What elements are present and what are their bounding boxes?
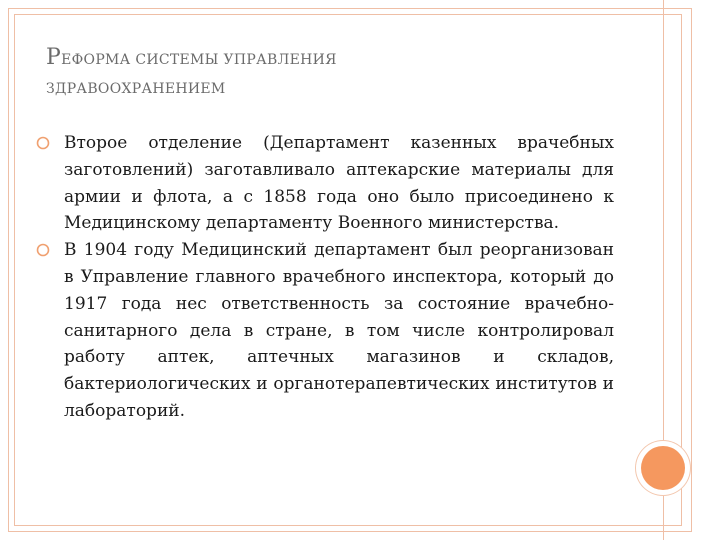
slide-content: [36, 130, 614, 425]
circle-bullet-icon: [36, 136, 50, 150]
slide-title: [46, 40, 566, 100]
bullet-text: В 1904 году Медицинский департамент был реорганизован в Управление главного врачебного инспектора, который до 1917 года нес ответственность за состояние врачебно-санитарного дела в стране, в том числе контролировал работу аптек, аптечных магазинов и складов, бактериологических и органотерапевтических институтов и лабораторий.: [64, 240, 614, 421]
title-line-1: РЕФОРМА СИСТЕМЫ УПРАВЛЕНИЯ: [46, 45, 337, 70]
circle-bullet-icon: [36, 243, 50, 257]
bullet-item: [36, 130, 614, 237]
decorative-circle-icon: [641, 446, 685, 490]
bullet-item: [36, 237, 614, 425]
bullet-text: Второе отделение (Департамент казенных врачебных заготовлений) заготавливало аптекарские материалы для армии и флота, а с 1858 года оно было присоединено к Медицинскому департаменту Военного министерства.: [64, 133, 614, 234]
title-line-2: ЗДРАВООХРАНЕНИЕМ: [46, 81, 226, 97]
